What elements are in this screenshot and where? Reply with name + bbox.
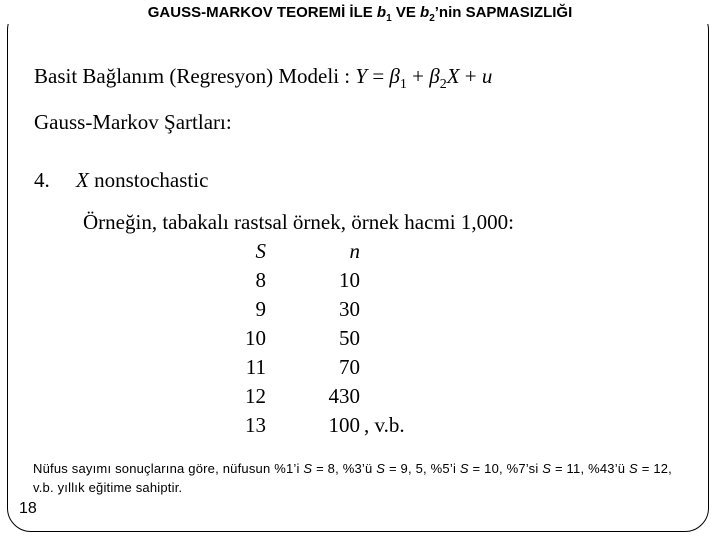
cell-suffix: , v.b. [364,413,405,437]
table-row [0,297,720,326]
note-var: S [459,461,469,476]
cell-n: 30 [339,297,360,321]
page-number: 18 [19,500,37,517]
title-b1: b [376,4,387,21]
note-part: = 11, %43’ü [551,461,630,476]
note-part: = 10, %7’si [468,461,543,476]
note-var: S [542,461,552,476]
title-suffix: ’nin SAPMASIZLIĞI [434,4,573,21]
model-u: u [481,64,493,88]
condition-description: nonstochastic [88,168,209,192]
title-sub2: 2 [429,13,435,24]
table-row [0,413,720,442]
note-var: S [629,461,638,476]
example-text: Örneğin, tabakalı rastsal örnek, örnek hacmi 1,000: [83,210,514,234]
footnote [33,459,693,497]
cell-s: 12 [245,384,266,408]
note-part: = 8, %3’ü [312,461,377,476]
cell-s: 8 [255,268,266,292]
cell-n: 50 [339,326,360,350]
model-plus1: + [406,64,430,88]
condition-variable: X [76,168,89,192]
title-prefix: GAUSS-MARKOV TEOREMİ İLE [147,4,377,21]
model-sub2: 2 [439,77,447,93]
table-row [0,268,720,297]
cell-n: 430 [328,384,360,408]
cell-n: 10 [339,268,360,292]
cell-s: 9 [255,297,266,321]
cell-s: 11 [245,355,266,379]
model-x: X [446,64,460,88]
model-beta2: β [429,64,440,88]
note-part: = 12, v.b. yıllık eğitime sahiptir. [33,461,672,495]
note-var: S [376,461,386,476]
note-part: = 9, 5, %5’i [385,461,460,476]
table-row [0,384,720,413]
condition-number: 4. [34,168,50,192]
model-beta1: β [389,64,400,88]
slide-title [0,4,720,24]
cell-s: 13 [245,413,266,437]
model-sub1: 1 [399,77,407,93]
table-row [0,326,720,355]
title-sub1: 1 [386,13,392,24]
model-label: Basit Bağlanım (Regresyon) Modeli : [34,64,356,88]
model-plus2: + [459,64,482,88]
column-header-s: S [255,239,266,263]
title-b2: b [420,4,430,21]
model-y: Y [355,64,368,88]
title-middle: VE [391,4,421,21]
model-equation [34,64,492,93]
cell-n: 70 [339,355,360,379]
table-row [0,355,720,384]
condition-text [76,168,208,193]
note-var: S [303,461,313,476]
cell-s: 10 [245,326,266,350]
cell-n: 100 [328,413,360,437]
model-equals: = [367,64,390,88]
column-header-n: n [349,239,360,263]
conditions-heading: Gauss-Markov Şartları: [34,110,232,134]
note-part: Nüfus sayımı sonuçlarına göre, nüfusun %1’i [33,461,304,476]
